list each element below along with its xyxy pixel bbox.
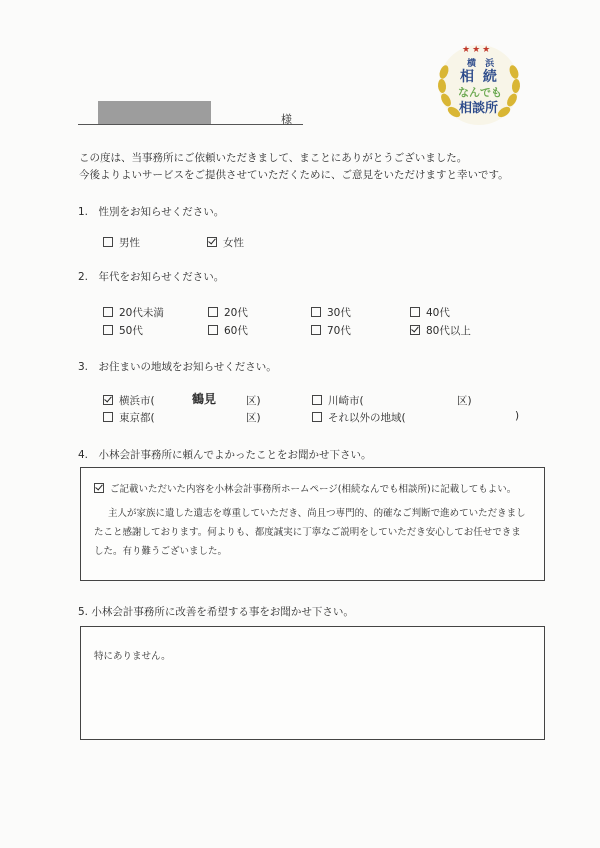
logo-line4: 相談所 — [459, 101, 499, 116]
q2-option-70s[interactable] — [311, 323, 351, 338]
option-label: 横浜市( — [119, 395, 155, 407]
q3-option-tokyo[interactable] — [103, 410, 155, 425]
q4-answer-line3: した。有り難うございました。 — [94, 546, 228, 557]
q1-option-male[interactable] — [103, 235, 140, 250]
q4-question: 4. 小林会計事務所に頼んでよかったことをお聞かせ下さい。 — [78, 449, 372, 461]
checkbox[interactable] — [103, 307, 113, 317]
checkbox[interactable] — [103, 325, 113, 335]
q5-answer: 特にありません。 — [94, 651, 171, 662]
q3-option-other[interactable] — [312, 410, 406, 425]
q5-answer-box[interactable] — [80, 626, 545, 740]
ward-suffix: 区) — [457, 395, 472, 407]
checkbox-checked[interactable] — [410, 325, 420, 335]
q3-option-yokohama[interactable] — [103, 393, 155, 408]
option-label: 20代未満 — [119, 307, 164, 319]
checkbox-checked[interactable] — [207, 237, 217, 247]
checkbox[interactable] — [103, 237, 113, 247]
ward-suffix: 区) — [246, 412, 261, 424]
intro-line1: この度は、当事務所にご依頼いただきまして、まことにありがとうございました。 — [79, 152, 468, 164]
consent-label: ご記載いただいた内容を小林会計事務所ホームページ(相続なんでも相談所)に記載してもよい。 — [110, 484, 517, 495]
option-label: 東京都( — [119, 412, 155, 424]
honorific: 様 — [281, 113, 292, 126]
q1-question: 1. 性別をお知らせください。 — [78, 206, 225, 218]
option-label: それ以外の地域( — [328, 412, 406, 424]
logo-line2: 相 続 — [460, 69, 499, 85]
checkbox[interactable] — [312, 412, 322, 422]
q2-option-50s[interactable] — [103, 323, 143, 338]
q2-option-80plus[interactable] — [410, 323, 471, 338]
q2-option-60s[interactable] — [208, 323, 248, 338]
logo-line3: なんでも — [458, 86, 502, 99]
checkbox[interactable] — [410, 307, 420, 317]
yokohama-ward-value[interactable]: 鶴見 — [192, 392, 217, 406]
q3-option-kawasaki[interactable] — [312, 393, 364, 408]
checkbox-checked[interactable] — [94, 483, 104, 493]
checkbox[interactable] — [312, 395, 322, 405]
q3-question: 3. お住まいの地域をお知らせください。 — [78, 361, 277, 373]
redacted-name — [98, 101, 211, 124]
option-label: 40代 — [426, 307, 450, 319]
consent-checkbox-row[interactable] — [94, 481, 516, 495]
q1-option-female[interactable] — [207, 235, 244, 250]
option-label: 川崎市( — [328, 395, 364, 407]
option-label: 男性 — [119, 237, 140, 249]
option-label: 女性 — [223, 237, 244, 249]
q4-answer-line2: たこと感謝しております。何よりも、都度誠実に丁寧なご説明をしていただき安心してお任せできま — [94, 527, 521, 538]
logo-stars: ★★★ — [462, 45, 493, 55]
option-label: 60代 — [224, 325, 248, 337]
q4-answer-line1: 主人が家族に遺した遺志を尊重していただき、尚且つ専門的、的確なご判断で進めていただきまし — [108, 508, 526, 519]
option-label: 20代 — [224, 307, 248, 319]
q2-option-40s[interactable] — [410, 305, 450, 320]
q4-answer-box[interactable] — [80, 467, 545, 581]
checkbox[interactable] — [311, 307, 321, 317]
checkbox[interactable] — [103, 412, 113, 422]
option-label: 80代以上 — [426, 325, 471, 337]
checkbox-checked[interactable] — [103, 395, 113, 405]
logo-line1: 横 浜 — [467, 59, 498, 69]
intro-line2: 今後よりよいサービスをご提供させていただくために、ご意見をいただけますと幸いです。 — [79, 169, 509, 181]
checkbox[interactable] — [208, 307, 218, 317]
option-label: 70代 — [327, 325, 351, 337]
q2-option-under20[interactable] — [103, 305, 164, 320]
checkbox[interactable] — [208, 325, 218, 335]
q2-option-20s[interactable] — [208, 305, 248, 320]
q2-option-30s[interactable] — [311, 305, 351, 320]
ward-suffix: 区) — [246, 395, 261, 407]
other-suffix: ) — [515, 410, 520, 422]
name-underline — [78, 124, 303, 125]
option-label: 50代 — [119, 325, 143, 337]
q2-question: 2. 年代をお知らせください。 — [78, 271, 225, 283]
option-label: 30代 — [327, 307, 351, 319]
q5-question: 5. 小林会計事務所に改善を希望する事をお聞かせ下さい。 — [78, 606, 354, 618]
checkbox[interactable] — [311, 325, 321, 335]
